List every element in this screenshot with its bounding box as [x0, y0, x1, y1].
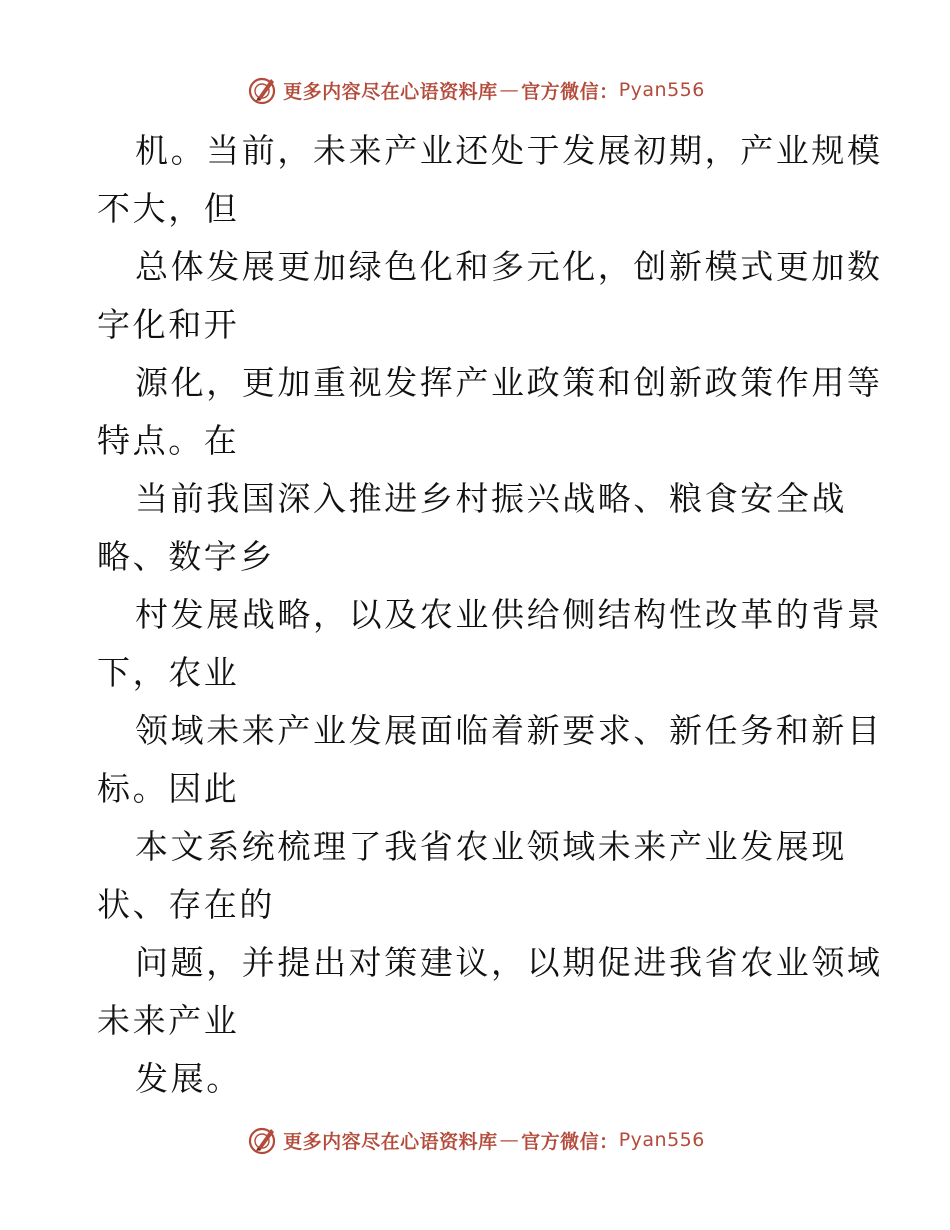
text-line: 不大，但 — [97, 189, 240, 228]
banner-dash: — — [499, 1129, 520, 1151]
pen-nib-logo-icon — [245, 1123, 279, 1157]
footer-banner — [0, 1120, 950, 1160]
text-line: 本文系统梳理了我省农业领域未来产业发展现 — [135, 827, 847, 866]
banner-wechat-id: Pyan556 — [618, 1129, 705, 1151]
document-body — [97, 122, 883, 1108]
banner-wechat-label: 官方微信： — [521, 1130, 619, 1153]
text-line: 问题，并提出对策建议，以期促进我省农业领域 — [135, 943, 883, 982]
text-line: 源化，更加重视发挥产业政策和创新政策作用等 — [135, 363, 883, 402]
banner-site-name: 更多内容尽在心语资料库 — [283, 80, 498, 103]
text-line: 标。因此 — [97, 769, 240, 808]
header-banner — [0, 70, 950, 110]
text-line: 村发展战略，以及农业供给侧结构性改革的背景 — [135, 595, 883, 634]
text-line: 状、存在的 — [97, 885, 275, 924]
text-line: 特点。在 — [97, 421, 240, 460]
text-line: 发展。 — [135, 1059, 242, 1098]
text-line: 字化和开 — [97, 305, 240, 344]
banner-dash: — — [499, 79, 520, 101]
text-line: 领域未来产业发展面临着新要求、新任务和新目 — [135, 711, 883, 750]
pen-nib-logo-icon — [245, 73, 279, 107]
banner-wechat-id: Pyan556 — [618, 79, 705, 101]
banner-wechat-label: 官方微信： — [521, 80, 619, 103]
text-line: 略、数字乡 — [97, 537, 275, 576]
text-line: 未来产业 — [97, 1001, 240, 1040]
text-line: 下，农业 — [97, 653, 240, 692]
banner-site-name: 更多内容尽在心语资料库 — [283, 1130, 498, 1153]
text-line: 机。当前，未来产业还处于发展初期，产业规模 — [135, 131, 883, 170]
text-line: 当前我国深入推进乡村振兴战略、粮食安全战 — [135, 479, 847, 518]
text-line: 总体发展更加绿色化和多元化，创新模式更加数 — [135, 247, 883, 286]
